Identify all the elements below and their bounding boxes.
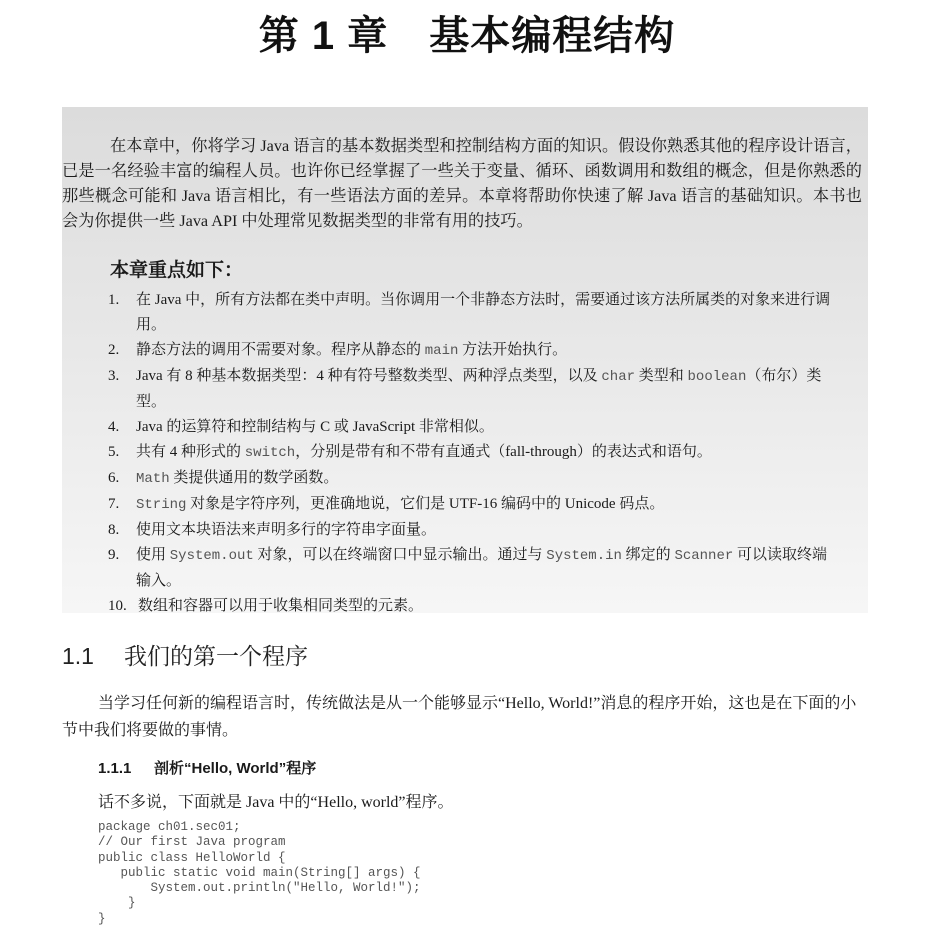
key-points-heading: 本章重点如下： [110,260,244,281]
key-point-number: 8. [108,522,120,538]
inline-code: switch [244,445,296,461]
key-point-number: 5. [108,444,120,460]
key-point-item [108,364,838,415]
inline-code: String [136,497,187,513]
key-point-text: 绑定的 [621,547,675,563]
section-heading [62,638,308,671]
inline-code: Scanner [674,548,734,564]
key-point-number: 9. [108,547,120,563]
key-point-number: 7. [108,496,120,512]
key-point-item [108,440,838,466]
key-point-item [108,518,838,543]
section-paragraph: 当学习任何新的编程语言时，传统做法是从一个能够显示“Hello, World!”消息的程序开始，这也是在下面的小节中我们将要做的事情。 [62,695,857,739]
key-point-text: 数组和容器可以用于收集相同类型的元素。 [138,598,424,614]
inline-code: char [601,369,636,385]
key-point-text: （布尔）类型。 [136,368,822,410]
subsection-number: 1.1.1 [98,760,132,777]
chapter-title: 第 1 章 基本编程结构 [258,14,676,58]
key-point-text: 类提供通用的数学函数。 [169,470,339,486]
section-title: 我们的第一个程序 [124,643,308,669]
key-point-text: 类型和 [635,368,688,384]
code-listing: package ch01.sec01; // Our first Java program public class HelloWorld { public static void main(String[] args) { System.out.println("Hello, World!"); } } [98,820,421,926]
inline-code: boolean [687,369,747,385]
key-point-item [108,594,838,619]
key-point-text: 使用文本块语法来声明多行的字符串字面量。 [136,522,437,538]
key-point-number: 1. [108,292,120,308]
key-points-list [108,288,838,619]
section-number: 1.1 [62,643,94,669]
key-point-text: 在 Java 中，所有方法都在类中声明。当你调用一个非静态方法时，需要通过该方法所属类的对象来进行调用。 [136,292,831,333]
inline-code: main [424,343,459,359]
key-point-text: 可以读取终端输入。 [136,547,828,589]
key-point-text: Java 的运算符和控制结构与 C 或 JavaScript 非常相似。 [136,419,494,435]
key-point-text: 共有 4 种形式的 [136,444,245,460]
key-point-text: ，分别是带有和不带有直通式（fall-through）的表达式和语句。 [295,444,712,460]
key-point-text: 静态方法的调用不需要对象。程序从静态的 [136,342,425,358]
key-point-item [108,543,838,594]
key-point-item [108,492,838,518]
key-point-number: 3. [108,368,120,384]
key-point-text: 对象是字符序列，更准确地说，它们是 UTF-16 编码中的 Unicode 码点。 [186,496,665,512]
subsection-heading [98,757,316,778]
subsection-title: 剖析“Hello, World”程序 [154,760,317,777]
key-point-text: 方法开始执行。 [458,342,568,358]
key-point-text: Java 有 8 种基本数据类型：4 种有符号整数类型、两种浮点类型，以及 [136,368,602,384]
key-point-number: 4. [108,419,120,435]
key-point-item [108,288,838,338]
key-point-item [108,338,838,364]
key-point-text: 使用 [136,547,170,563]
inline-code: System.in [546,548,622,564]
key-point-number: 10. [108,598,127,614]
key-point-number: 6. [108,470,120,486]
key-point-item [108,415,838,440]
subsection-paragraph: 话不多说，下面就是 Java 中的“Hello, world”程序。 [98,794,454,811]
key-point-item [108,466,838,492]
inline-code: System.out [169,548,254,564]
key-point-number: 2. [108,342,120,358]
chapter-intro-paragraph: 在本章中，你将学习 Java 语言的基本数据类型和控制结构方面的知识。假设你熟悉其他的程序设计语言，已是一名经验丰富的编程人员。也许你已经掌握了一些关于变量、循环、函数调用和数组的概念，但是你熟悉的那些概念可能和 Java 语言相比，有一些语法方面的差异。本章将帮助你快速了解 Java 语言的基础知识。本书也会为你提供一些 Java API 中处理常见数据类型的非常有用的技巧。 [62,137,862,230]
inline-code: Math [136,471,170,487]
key-point-text: 对象，可以在终端窗口中显示输出。通过与 [253,547,547,563]
